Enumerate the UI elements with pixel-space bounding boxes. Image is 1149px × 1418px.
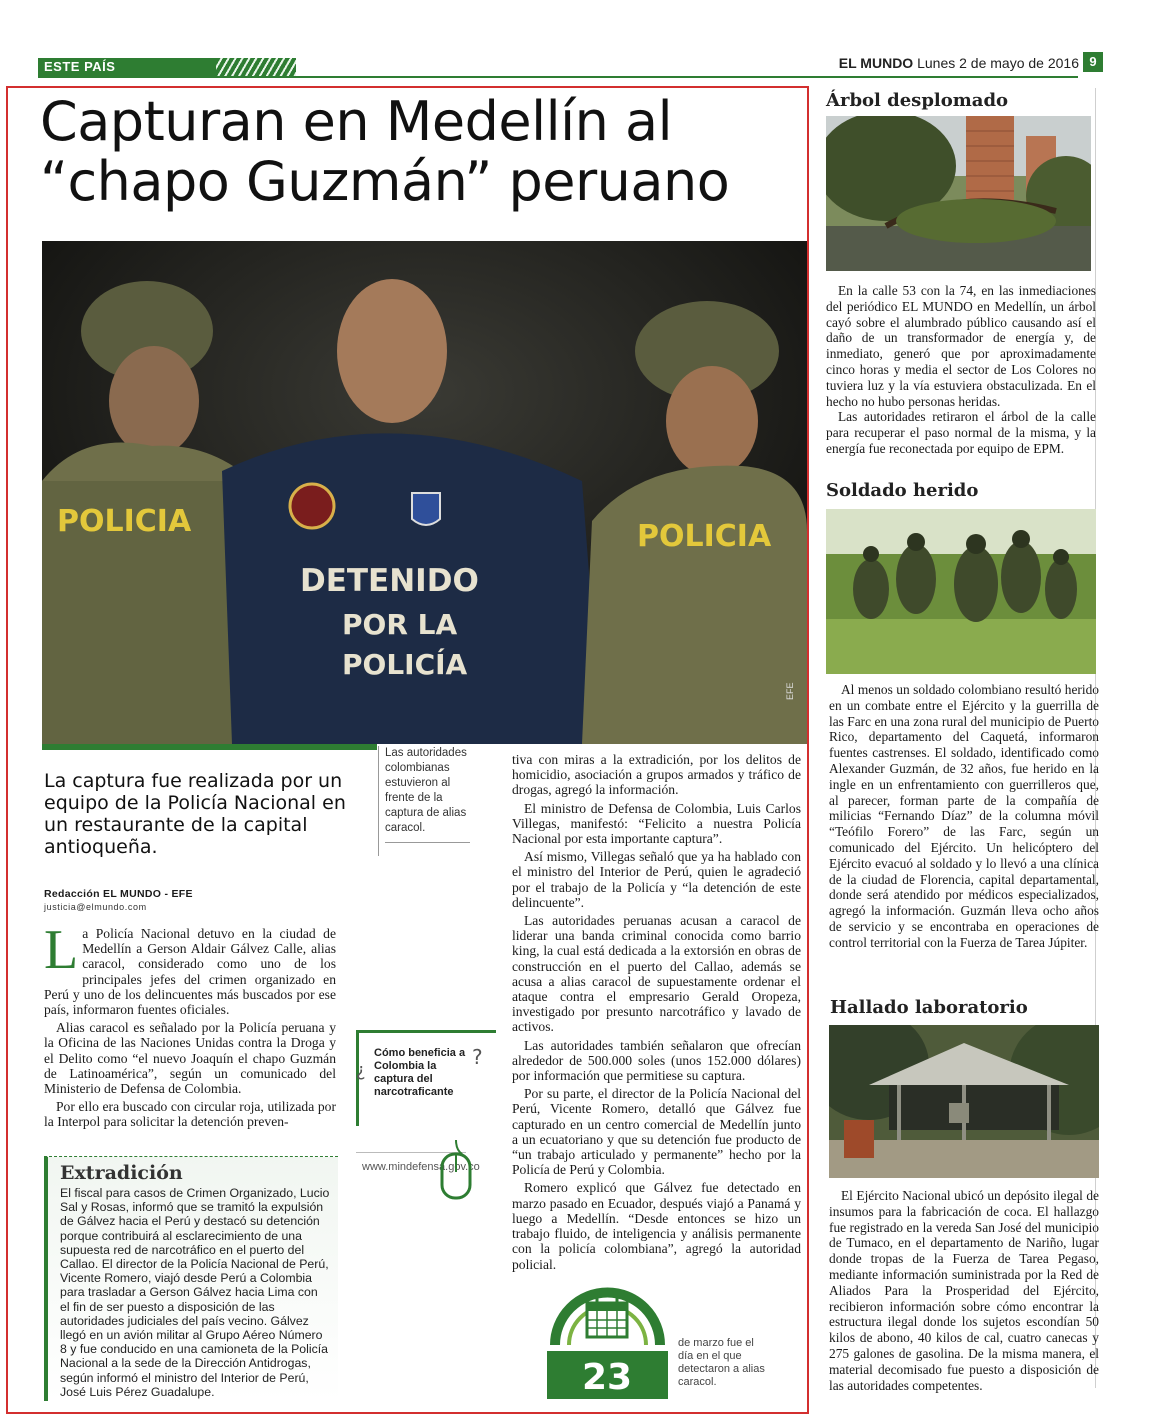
paragraph: Por su parte, el director de la Policía Nacional del Perú, Vicente Romero, detalló que Gálvez fue capturado en un centro comercial de Medellín junto a un ecuatoriano y que su detención fue producto de “un trabajo articulado y permanente” hecho por la Policía de Perú y Colombia.	[512, 1086, 801, 1178]
story-title-soldado: Soldado herido	[826, 480, 979, 501]
paragraph: El ministro de Defensa de Colombia, Luis Carlos Villegas, manifestó: “Felicito a nuestra Policía Nacional por esta importante captura”.	[512, 800, 801, 847]
question-text: Cómo beneficia a Colombia la captura del narcotraficante	[374, 1047, 466, 1098]
extradicion-text: El fiscal para casos de Crimen Organizado, Lucio Sal y Rosas, informó que se tramitó la expulsión de Gálvez hacia el Perú y destacó su detención porque contribuirá al esclarecimiento de una supuesta red de narcotráfico en el puerto del Callao. El director de la Policía Nacional de Perú, Vicente Romero, viajó desde Perú a Colombia para trasladar a Gerson Gálvez hacia Lima con el fin de ser puesto a disposición de las autoridades judiciales del país vecino. Gálvez llegó en un avión militar al Grupo Aéreo Número 8 y fue conducido en una camioneta de la Policía Nacional a la sede de la Dirección Antidrogas, según informó el ministro del Interior de Perú, José Luis Pérez Guadalupe.	[60, 1186, 330, 1399]
masthead	[839, 55, 1079, 71]
paragraph-text: a Policía Nacional detuvo en la ciudad de Medellín a Gerson Aldair Gálvez Calle, alias caracol, considerado como uno de los principales jefes del crimen organizado en Perú y uno de los delincuentes más buscados por ese país, informaron fuentes oficiales.	[44, 926, 336, 1018]
question-close-mark: ?	[472, 1045, 483, 1069]
byline: Redacción EL MUNDO - EFE	[44, 888, 193, 900]
byline-email[interactable]: justicia@elmundo.com	[44, 902, 147, 912]
paragraph: Las autoridades retiraron el árbol de la calle para recuperar el paso normal de la misma, y la energía fue reconectada por equipo de EPM.	[826, 409, 1096, 456]
paragraph: Así mismo, Villegas señaló que ya ha hablado con el ministro del Interior de Perú, quien le agradeció por el trabajo de la Policía y “la detención de este delincuente”.	[512, 849, 801, 910]
shirt-line-2: POR LA	[342, 608, 458, 641]
page-number: 9	[1083, 52, 1103, 72]
arrest-photo-illustration	[42, 241, 807, 744]
photo-caption-text: Las autoridades colombianas estuvieron al frente de la captura de alias caracol.	[385, 746, 470, 843]
headline-line-1: Capturan en Medellín al	[40, 90, 673, 153]
shirt-line-1: DETENIDO	[300, 563, 479, 599]
paragraph: Al menos un soldado colombiano resultó herido en un combate entre el Ejército y la guerrilla de las Farc en una zona rural del municipio de Puerto Rico, departamento del Caquetá, informaron fuentes castrenses. El soldado, identificado como Alexander Guzmán, de 32 años, fue herido en la ingle en un enfrentamiento con guerrilleros que, al parecer, forman parte de la compañía de milicias “Fernando Díaz” de la columna móvil “Teófilo Forero” de las Farc, según un comunicado del Ejército. Un helicóptero del Ejército evacuó al soldado y lo llevó a una clínica de la ciudad de Florencia, capital departamental, donde será atendido por médicos especializados, agregó la información. Guzmán lleva ocho años de servicio y se encontraba en operaciones de control territorial con la Fuerza de Tarea Júpiter.	[829, 682, 1099, 950]
story-photo-laboratorio	[829, 1025, 1099, 1178]
vest-label-right: POLICIA	[637, 519, 772, 554]
extradicion-title: Extradición	[60, 1162, 183, 1184]
drop-cap: L	[44, 919, 79, 981]
paragraph: Las autoridades peruanas acusan a caracol de liderar una banda criminal conocida como barrio king, la cual está dedicada a la extorsión en obras de construcción en el puerto del Callao, además se acusa a alias caracol de supuestamente ordenar el ataque contra el empresario Gerald Oropeza, investigado por presunto narcotráfico y lavado de activos.	[512, 913, 801, 1035]
mouse-icon	[436, 1140, 476, 1215]
web-link[interactable]: www.mindefensa.gov.co	[362, 1161, 480, 1173]
date-badge	[545, 1275, 670, 1400]
story-photo-arbol	[826, 116, 1091, 271]
paragraph: El Ejército Nacional ubicó un depósito ilegal de insumos para la fabricación de coca. El hallazgo fue registrado en la vereda San José del municipio de Tumaco, en el departamento de Nariño, lugar donde tropas de la Fuerza de Tarea Pegaso, mediante información suministrada por la Red de Aliados Para la Prosperidad del Ejército, recibieron información sobre cómo encontrar la estructura ilegal donde los sujetos escondían 50 kilos de abono, 40 kilos de cal, cuatro canecas y 275 galones de gasolina. De la misma manera, el material decomisado fue puesto a disposición de las autoridades competentes.	[829, 1188, 1099, 1393]
section-hatch	[216, 58, 296, 76]
main-photo	[42, 241, 807, 744]
date-badge-number: 23	[581, 1357, 633, 1398]
date-badge-text: de marzo fue el día en el que detectaron a alias caracol.	[678, 1337, 765, 1388]
story-text-arbol	[826, 283, 1096, 457]
issue-date: Lunes 2 de mayo de 2016	[917, 55, 1079, 71]
shirt-line-3: POLICÍA	[342, 648, 468, 681]
paragraph: Romero explicó que Gálvez fue detectado en marzo pasado en Ecuador, después viajó a Panamá y luego a Medellín. “Desde entonces se hizo un trabajo fluido, de inteligencia y análisis permanente con la policía colombiana”, agregó la autoridad policial.	[512, 1180, 801, 1272]
newspaper-name: EL MUNDO	[838, 55, 914, 71]
section-tag	[38, 58, 296, 76]
paragraph: Por ello era buscado con circular roja, utilizada por la Interpol para solicitar la detención preven-	[44, 1099, 336, 1130]
calendar-icon	[587, 1297, 627, 1337]
photo-credit: EFE	[785, 682, 795, 700]
lead-text: La captura fue realizada por un equipo de la Policía Nacional en un restaurante de la capital antioqueña.	[44, 770, 346, 858]
story-title-laboratorio: Hallado laboratorio	[830, 997, 1028, 1018]
headline	[40, 92, 800, 212]
question-open-mark: ¿	[356, 1060, 366, 1081]
lead-bar	[42, 744, 377, 750]
paragraph: En la calle 53 con la 74, en las inmediaciones del periódico EL MUNDO en Medellín, un árbol cayó sobre el alumbrado público causando así el daño de un transformador de energía y, de inmediato, generó que por aproximadamente cinco horas y media el sector de Los Colores no tuviera luz y la vía estuviera obstaculizada. En el hecho no hubo personas heridas.	[826, 283, 1096, 409]
article-column-2	[512, 752, 801, 1275]
vest-label-left: POLICIA	[57, 504, 192, 539]
story-text-soldado	[829, 682, 1099, 951]
story-text-laboratorio	[829, 1188, 1099, 1393]
story-photo-soldado	[826, 509, 1096, 674]
paragraph	[44, 919, 336, 1018]
section-rule	[38, 76, 1078, 78]
headline-line-2: “chapo Guzmán” peruano	[40, 150, 730, 213]
photo-caption	[378, 746, 470, 856]
paragraph: Alias caracol es señalado por la Policía peruana y la Oficina de las Naciones Unidas contra la Droga y el Delito como “el nuevo Joaquín el chapo Guzmán de Latinoamérica”, según un comunicado del Ministerio de Defensa de Colombia.	[44, 1020, 336, 1097]
story-title-arbol: Árbol desplomado	[826, 90, 1009, 111]
paragraph: tiva con miras a la extradición, por los delitos de homicidio, asociación a grupos armados y tráfico de drogas, agregó la información.	[512, 752, 801, 798]
section-label: ESTE PAÍS	[44, 59, 116, 74]
article-column-1	[44, 919, 336, 1133]
paragraph: Las autoridades también señalaron que ofrecían alrededor de 500.000 soles (unos 152.000 dólares) por información que permitiese su captura.	[512, 1037, 801, 1084]
